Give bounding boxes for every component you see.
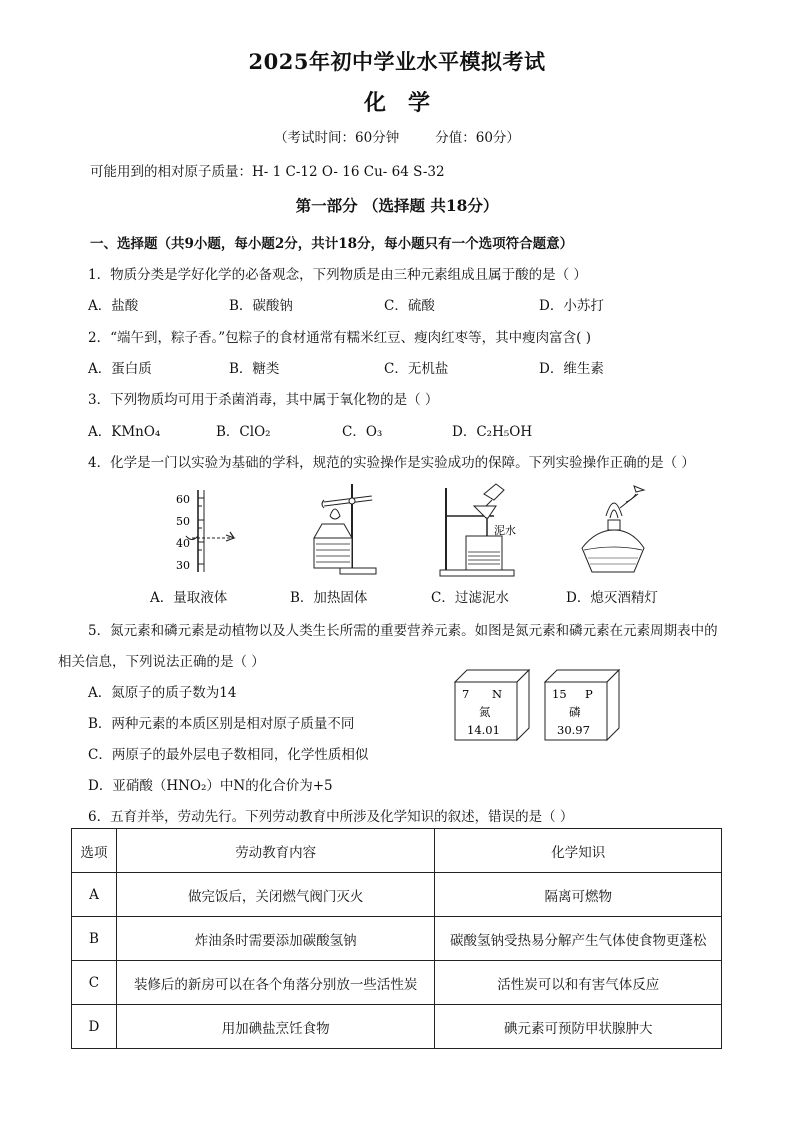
phosphorus-symbol: P	[585, 687, 593, 701]
header-labor-content: 劳动教育内容	[116, 829, 435, 873]
q5-option-a[interactable]: A．氮原子的质子数为14	[88, 685, 237, 701]
q3-option-c[interactable]: C．O₃	[342, 424, 383, 440]
subject-title: 化学	[363, 90, 452, 116]
q3-option-b[interactable]: B．ClO₂	[216, 424, 271, 440]
table-row[interactable]	[72, 1005, 722, 1049]
filtration-figure	[438, 478, 528, 578]
q2-option-b[interactable]: B．糖类	[229, 361, 280, 377]
header-chem-knowledge: 化学知识	[435, 829, 722, 873]
row-labor-content: 用加碘盐烹饪食物	[116, 1005, 435, 1049]
row-option: D	[72, 1005, 117, 1049]
exam-title: 2025年初中学业水平模拟考试	[248, 49, 546, 74]
question-4-stem: 4．化学是一门以实验为基础的学科，规范的实验操作是实验成功的保障。下列实验操作正确的是（ ）	[88, 455, 695, 471]
alcohol-lamp-figure	[578, 478, 648, 576]
tick-40: 40	[176, 537, 190, 550]
row-labor-content: 炸油条时需要添加碳酸氢钠	[116, 917, 435, 961]
section-title: 一、选择题（共9小题，每小题2分，共计18分，每小题只有一个选项符合题意）	[90, 236, 574, 252]
row-chem-knowledge: 活性炭可以和有害气体反应	[435, 961, 722, 1005]
heating-solid-figure	[300, 478, 390, 576]
q4-option-a[interactable]: A．量取液体	[150, 590, 228, 606]
q3-option-d[interactable]: D．C₂H₅OH	[452, 424, 533, 440]
part-title: 第一部分 （选择题 共18分）	[295, 196, 499, 215]
row-labor-content: 做完饭后，关闭燃气阀门灭火	[116, 873, 435, 917]
phosphorus-number: 15	[552, 687, 567, 701]
nitrogen-symbol: N	[492, 687, 503, 701]
row-chem-knowledge: 碘元素可预防甲状腺肿大	[435, 1005, 722, 1049]
row-option: A	[72, 873, 117, 917]
question-1-stem: 1．物质分类是学好化学的必备观念，下列物质是由三种元素组成且属于酸的是（ ）	[88, 267, 587, 283]
q4-option-c[interactable]: C．过滤泥水	[431, 590, 509, 606]
header-option: 选项	[72, 829, 117, 873]
q6-table	[71, 828, 722, 1049]
tick-30: 30	[176, 559, 190, 572]
q1-option-b[interactable]: B．碳酸钠	[229, 298, 293, 314]
exam-time: （考试时间：60分钟	[274, 130, 400, 146]
q2-option-c[interactable]: C．无机盐	[384, 361, 449, 377]
row-chem-knowledge: 隔离可燃物	[435, 873, 722, 917]
q5-option-b[interactable]: B．两种元素的本质区别是相对原子质量不同	[88, 716, 355, 732]
q1-option-c[interactable]: C．硫酸	[384, 298, 435, 314]
graduated-cylinder-figure	[168, 486, 248, 574]
q2-option-d[interactable]: D．维生素	[539, 361, 604, 377]
q5-option-d[interactable]: D．亚硝酸（HNO₂）中N的化合价为+5	[88, 778, 333, 794]
q3-option-a[interactable]: A．KMnO₄	[88, 424, 161, 440]
row-option: B	[72, 917, 117, 961]
q1-option-a[interactable]: A．盐酸	[88, 298, 139, 314]
tick-60: 60	[176, 493, 190, 506]
question-2-stem: 2．“端午到，粽子香。”包粽子的食材通常有糯米红豆、瘦肉红枣等，其中瘦肉富含( )	[88, 330, 591, 346]
nitrogen-mass: 14.01	[467, 723, 500, 737]
row-labor-content: 装修后的新房可以在各个角落分别放一些活性炭	[116, 961, 435, 1005]
mud-water-label: 泥水	[494, 524, 516, 537]
q5-option-c[interactable]: C．两原子的最外层电子数相同，化学性质相似	[88, 747, 369, 763]
exam-info	[0, 126, 794, 146]
table-header-row	[72, 829, 722, 873]
q1-option-d[interactable]: D．小苏打	[539, 298, 604, 314]
question-5-stem-line-2: 相关信息，下列说法正确的是（ ）	[58, 654, 265, 670]
q4-option-b[interactable]: B．加热固体	[290, 590, 368, 606]
table-row[interactable]	[72, 873, 722, 917]
atomic-masses: 可能用到的相对原子质量：H- 1 C-12 O- 16 Cu- 64 S-32	[90, 164, 445, 180]
nitrogen-name: 氮	[479, 705, 491, 719]
question-5-stem-line-1: 5．氮元素和磷元素是动植物以及人类生长所需的重要营养元素。如图是氮元素和磷元素在元素周期表中的	[88, 623, 718, 639]
nitrogen-number: 7	[462, 687, 470, 701]
question-3-stem: 3．下列物质均可用于杀菌消毒，其中属于氧化物的是（ ）	[88, 392, 439, 408]
table-row[interactable]	[72, 917, 722, 961]
question-6-stem: 6．五育并举，劳动先行。下列劳动教育中所涉及化学知识的叙述，错误的是（ ）	[88, 809, 574, 825]
table-row[interactable]	[72, 961, 722, 1005]
row-chem-knowledge: 碳酸氢钠受热易分解产生气体使食物更蓬松	[435, 917, 722, 961]
phosphorus-element-box	[542, 668, 622, 742]
tick-50: 50	[176, 515, 190, 528]
q4-option-d[interactable]: D．熄灭酒精灯	[566, 590, 658, 606]
phosphorus-mass: 30.97	[557, 723, 590, 737]
q2-option-a[interactable]: A．蛋白质	[88, 361, 152, 377]
nitrogen-element-box	[452, 668, 532, 742]
exam-score: 分值：60分）	[435, 130, 520, 146]
phosphorus-name: 磷	[569, 705, 581, 719]
row-option: C	[72, 961, 117, 1005]
